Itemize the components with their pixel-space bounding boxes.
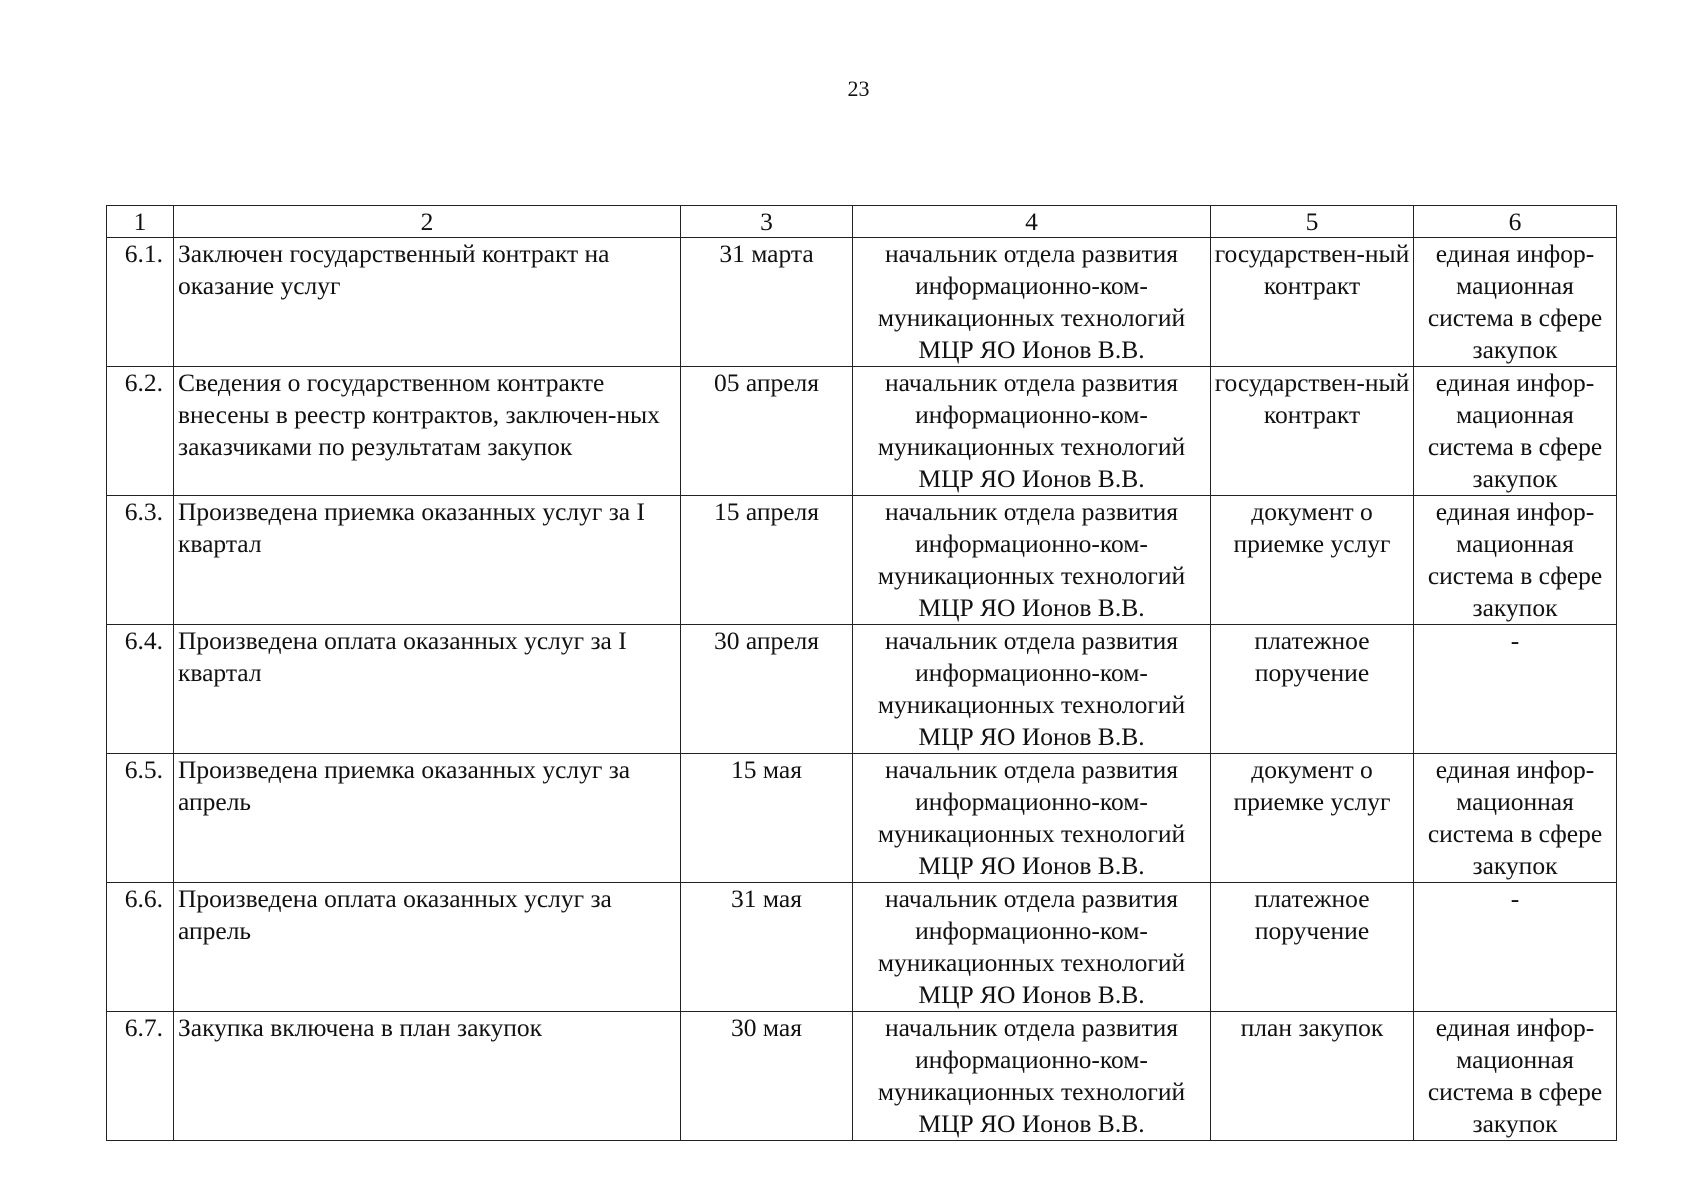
confirming-document: документ о приемке услуг: [1211, 754, 1414, 883]
event-description: Сведения о государственном контракте внесены в реестр контрактов, заключен-ных заказчиками по результатам закупок: [174, 367, 681, 496]
column-header: 3: [681, 206, 853, 238]
row-number: 6.5.: [107, 754, 174, 883]
event-description: Заключен государственный контракт на оказание услуг: [174, 238, 681, 367]
row-number: 6.3.: [107, 496, 174, 625]
responsible-person: начальник отдела развития информационно-ком-муникационных технологий МЦР ЯО Ионов В.В.: [853, 496, 1211, 625]
event-description: Произведена оплата оказанных услуг за апрель: [174, 883, 681, 1012]
event-description: Произведена приемка оказанных услуг за I квартал: [174, 496, 681, 625]
confirming-document: государствен-ный контракт: [1211, 367, 1414, 496]
responsible-person: начальник отдела развития информационно-ком-муникационных технологий МЦР ЯО Ионов В.В.: [853, 367, 1211, 496]
column-header: 1: [107, 206, 174, 238]
confirming-document: платежное поручение: [1211, 883, 1414, 1012]
table-row: [107, 1012, 1617, 1141]
information-system: -: [1414, 883, 1617, 1012]
event-date: 05 апреля: [681, 367, 853, 496]
table-row: [107, 496, 1617, 625]
row-number: 6.7.: [107, 1012, 174, 1141]
information-system: единая инфор-мационная система в сфере закупок: [1414, 496, 1617, 625]
table-row: [107, 754, 1617, 883]
responsible-person: начальник отдела развития информационно-ком-муникационных технологий МЦР ЯО Ионов В.В.: [853, 754, 1211, 883]
event-description: Произведена приемка оказанных услуг за апрель: [174, 754, 681, 883]
event-date: 31 мая: [681, 883, 853, 1012]
information-system: единая инфор-мационная система в сфере закупок: [1414, 1012, 1617, 1141]
confirming-document: план закупок: [1211, 1012, 1414, 1141]
responsible-person: начальник отдела развития информационно-ком-муникационных технологий МЦР ЯО Ионов В.В.: [853, 238, 1211, 367]
column-header: 2: [174, 206, 681, 238]
column-header: 6: [1414, 206, 1617, 238]
responsible-person: начальник отдела развития информационно-ком-муникационных технологий МЦР ЯО Ионов В.В.: [853, 625, 1211, 754]
table-row: [107, 367, 1617, 496]
event-date: 30 апреля: [681, 625, 853, 754]
confirming-document: государствен-ный контракт: [1211, 238, 1414, 367]
information-system: единая инфор-мационная система в сфере закупок: [1414, 754, 1617, 883]
row-number: 6.4.: [107, 625, 174, 754]
confirming-document: платежное поручение: [1211, 625, 1414, 754]
row-number: 6.2.: [107, 367, 174, 496]
information-system: единая инфор-мационная система в сфере закупок: [1414, 367, 1617, 496]
column-header: 4: [853, 206, 1211, 238]
row-number: 6.1.: [107, 238, 174, 367]
event-description: Произведена оплата оказанных услуг за I квартал: [174, 625, 681, 754]
table-header-row: [107, 206, 1617, 238]
confirming-document: документ о приемке услуг: [1211, 496, 1414, 625]
row-number: 6.6.: [107, 883, 174, 1012]
plan-table: [106, 205, 1617, 1141]
event-description: Закупка включена в план закупок: [174, 1012, 681, 1141]
event-date: 30 мая: [681, 1012, 853, 1141]
responsible-person: начальник отдела развития информационно-ком-муникационных технологий МЦР ЯО Ионов В.В.: [853, 1012, 1211, 1141]
table-row: [107, 625, 1617, 754]
page-number: 23: [847, 76, 870, 101]
information-system: единая инфор-мационная система в сфере закупок: [1414, 238, 1617, 367]
responsible-person: начальник отдела развития информационно-ком-муникационных технологий МЦР ЯО Ионов В.В.: [853, 883, 1211, 1012]
event-date: 15 мая: [681, 754, 853, 883]
table-row: [107, 883, 1617, 1012]
event-date: 15 апреля: [681, 496, 853, 625]
information-system: -: [1414, 625, 1617, 754]
table-row: [107, 238, 1617, 367]
event-date: 31 марта: [681, 238, 853, 367]
column-header: 5: [1211, 206, 1414, 238]
